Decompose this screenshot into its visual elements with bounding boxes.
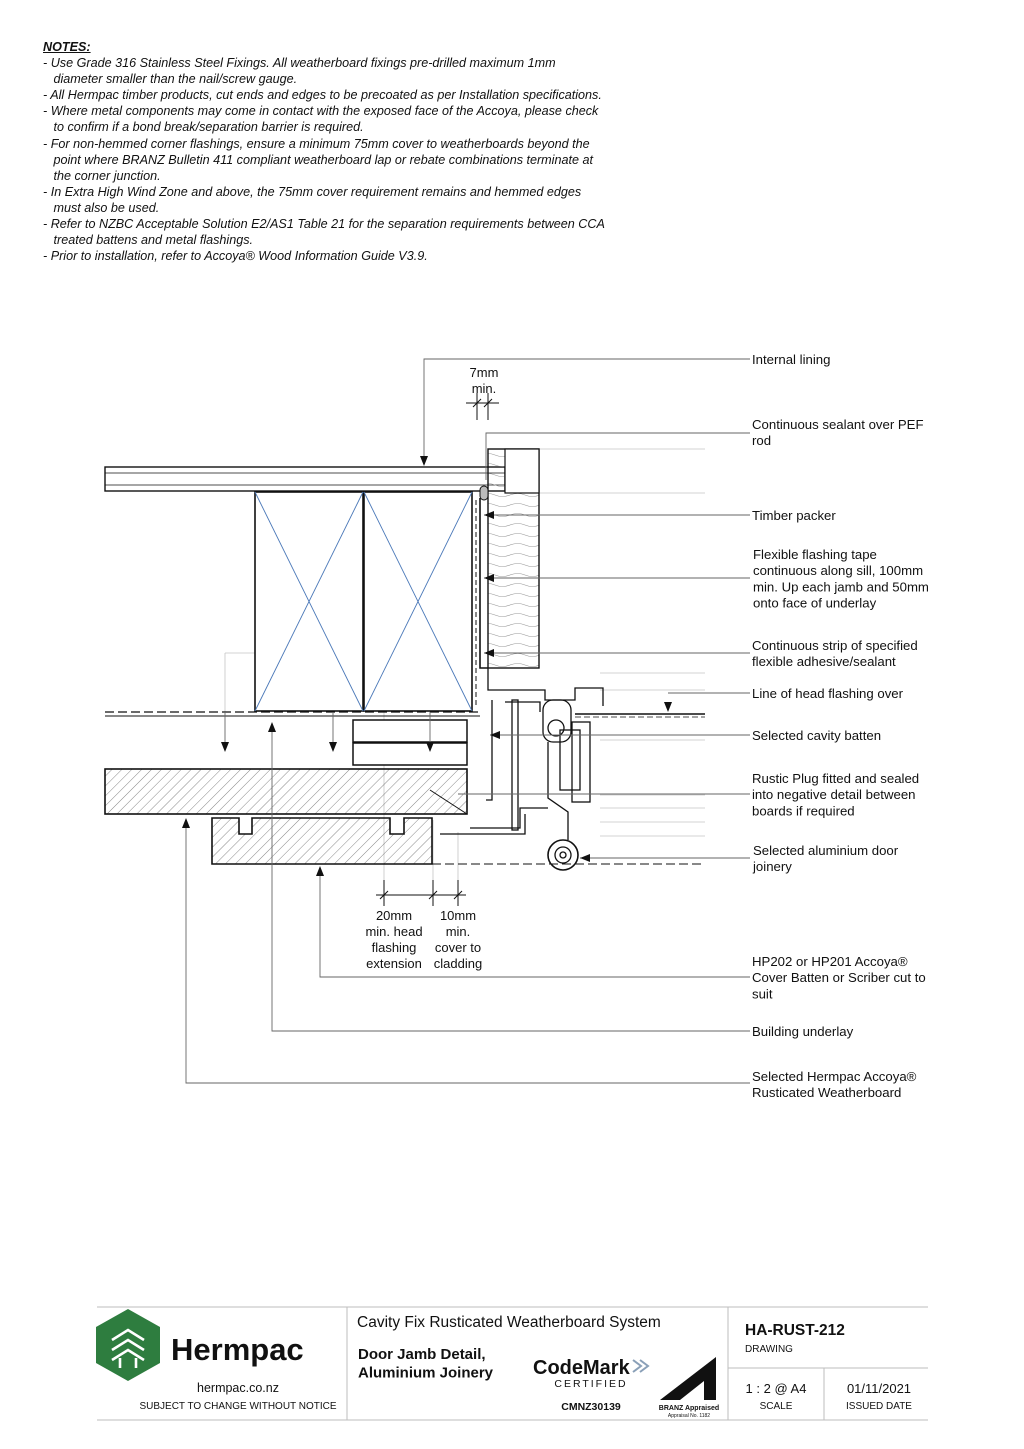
text-line: Aluminium Joinery — [358, 1364, 494, 1382]
label-internal-lining — [752, 352, 830, 367]
text-line: boards if required — [752, 803, 855, 819]
weatherboard — [105, 769, 467, 814]
codemark-name: CodeMark — [533, 1357, 630, 1379]
text-line: flashing — [371, 939, 417, 955]
codemark-number: CMNZ30139 — [561, 1401, 621, 1413]
note-line: to confirm if a bond break/separation barrier is required. — [43, 120, 364, 135]
text-line: onto face of underlay — [753, 595, 877, 611]
label-adhesive-strip — [752, 638, 918, 669]
text-line: Cover Batten or Scriber cut to — [752, 970, 926, 986]
callout-labels — [752, 352, 929, 1100]
text-line: min. head — [365, 923, 423, 939]
note-line: must also be used. — [43, 200, 160, 215]
note-line: - Refer to NZBC Acceptable Solution E2/AS1 Table 21 for the separation requirements between CCA — [43, 217, 605, 232]
title-block — [96, 1307, 928, 1420]
text-line: min. — [445, 923, 471, 939]
text-line: Timber packer — [752, 508, 836, 523]
label-rustic-plug — [752, 771, 919, 818]
text-line: Continuous strip of specified — [752, 638, 918, 653]
label-head-flashing — [752, 686, 904, 701]
internal-lining — [105, 467, 505, 491]
drawing-label: DRAWING — [745, 1344, 793, 1355]
dim-20mm — [365, 908, 422, 971]
disclaimer: SUBJECT TO CHANGE WITHOUT NOTICE — [139, 1401, 337, 1412]
note-line: - For non-hemmed corner flashings, ensure a minimum 75mm cover to weatherboards beyond the — [43, 136, 590, 151]
branz-appraised: BRANZ Appraised — [658, 1405, 720, 1412]
text-line: 20mm — [375, 908, 413, 923]
text-line: Selected aluminium door — [753, 843, 899, 858]
flashing-tape — [476, 486, 488, 706]
label-building-underlay — [752, 1024, 854, 1039]
branz-logo — [659, 1357, 719, 1419]
codemark-logo — [533, 1357, 648, 1413]
note-line: the corner junction. — [43, 168, 161, 183]
note-line: - In Extra High Wind Zone and above, the 75mm cover requirement remains and hemmed edges — [43, 184, 582, 199]
text-line: Selected Hermpac Accoya® — [752, 1069, 917, 1084]
text-line: 10mm — [439, 908, 477, 923]
text-line: extension — [366, 955, 422, 971]
cover-batten — [212, 818, 432, 864]
website[interactable]: hermpac.co.nz — [197, 1381, 279, 1395]
text-line: suit — [752, 986, 773, 1002]
note-line: - All Hermpac timber products, cut ends and edges to be precoated as per Installation specifications. — [43, 88, 602, 103]
note-line: point where BRANZ Bulletin 411 compliant weatherboard lap or rebate combinations terminate at — [43, 152, 593, 167]
text-line: Door Jamb Detail, — [358, 1346, 486, 1363]
dim-7mm — [470, 365, 499, 396]
dim-10mm — [434, 908, 482, 971]
text-line: Internal lining — [752, 352, 831, 367]
issued-date: 01/11/2021 — [846, 1381, 912, 1396]
system-name: Cavity Fix Rusticated Weatherboard System — [357, 1314, 661, 1331]
text-line: Line of head flashing over — [752, 686, 904, 701]
text-line: Continuous sealant over PEF — [752, 417, 924, 432]
text-line: HP202 or HP201 Accoya® — [752, 954, 908, 969]
text-line: Flexible flashing tape — [753, 547, 877, 562]
text-line: continuous along sill, 100mm — [753, 563, 924, 579]
text-line: cover to — [434, 939, 482, 955]
notes-title: NOTES: — [43, 40, 91, 54]
label-door-joinery — [752, 843, 899, 874]
note-line: - Prior to installation, refer to Accoya® Wood Information Guide V3.9. — [43, 249, 428, 264]
text-line: rod — [752, 433, 772, 449]
note-line: diameter smaller than the nail/screw gauge. — [43, 72, 298, 87]
text-line: cladding — [433, 955, 483, 971]
text-line: Rusticated Weatherboard — [752, 1085, 902, 1101]
text-line: into negative detail between — [752, 787, 916, 803]
text-line: min. — [471, 380, 497, 396]
note-line: - Use Grade 316 Stainless Steel Fixings. All weatherboard fixings pre-drilled maximum 1mm — [43, 56, 556, 71]
scale-value: 1 : 2 @ A4 — [745, 1381, 807, 1396]
text-line: flexible adhesive/sealant — [752, 654, 896, 670]
text-line: joinery — [753, 859, 792, 875]
hermpac-logo — [96, 1309, 304, 1381]
text-line: Rustic Plug fitted and sealed — [752, 771, 920, 786]
issued-date-label: ISSUED DATE — [846, 1401, 912, 1412]
note-line: - Where metal components may come in contact with the exposed face of the Accoya, please check — [43, 104, 599, 119]
text-line: Selected cavity batten — [752, 728, 882, 743]
timber-framing — [255, 492, 472, 711]
note-line: treated battens and metal flashings. — [43, 233, 254, 248]
drawing-number: HA-RUST-212 — [745, 1322, 845, 1339]
label-flashing-tape — [753, 547, 929, 611]
label-cover-batten — [752, 954, 926, 1001]
drawing-title — [358, 1346, 494, 1381]
cavity-batten — [353, 720, 467, 765]
text-line: min. Up each jamb and 50mm — [753, 579, 929, 595]
brand-name: Hermpac — [171, 1332, 304, 1367]
label-cavity-batten — [752, 728, 881, 743]
door-jamb-liner — [488, 449, 539, 668]
label-weatherboard — [752, 1069, 917, 1100]
codemark-certified: CERTIFIED — [554, 1378, 628, 1390]
scale-label: SCALE — [759, 1401, 793, 1412]
text-line: 7mm — [469, 365, 499, 380]
label-timber-packer — [752, 508, 836, 523]
branz-appraisal-number: Appraisal No. 1182 — [667, 1413, 711, 1419]
text-line: Building underlay — [752, 1024, 854, 1039]
label-sealant — [752, 417, 924, 448]
